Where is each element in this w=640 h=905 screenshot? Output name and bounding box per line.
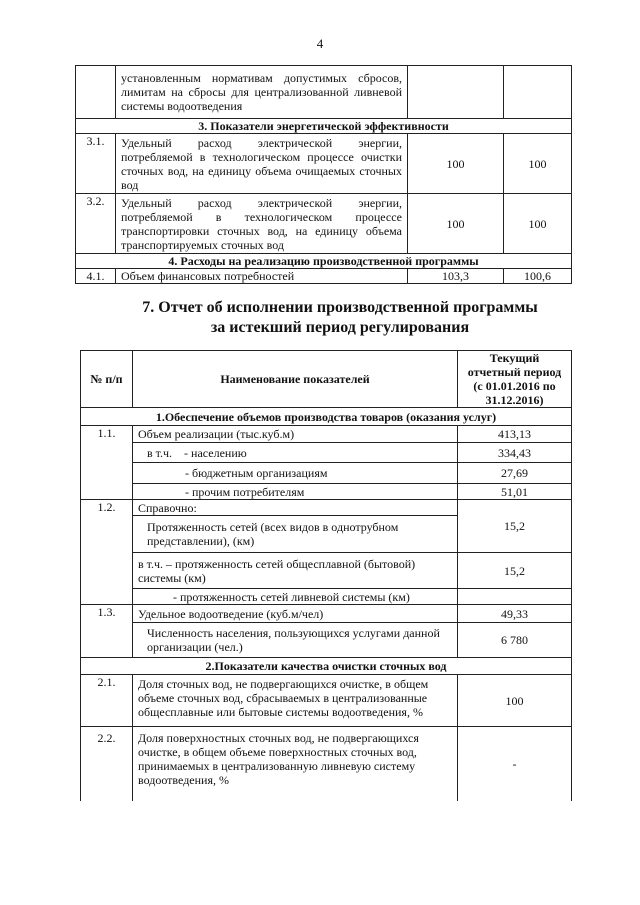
table-row: 4.1. Объем финансовых потребностей 103,3 100,6 — [76, 269, 572, 284]
page-number: 4 — [316, 36, 324, 51]
table-row: 1.1. Объем реализации (тыс.куб.м) 413,13 — [81, 426, 572, 443]
section-header: 4. Расходы на реализацию производственной программы — [76, 254, 572, 269]
header-num: № п/п — [81, 351, 133, 408]
program-report-table: № п/п Наименование показателей Текущий отчетный период (с 01.01.2016 по 31.12.2016) 1.Обеспечение объемов производства товаров (оказания услуг) 1.1. Объем реализации (тыс.куб.м) 413,13 в т.ч. - населению 334,43 - бюджетным организациям 27,69 - прочим потребителям 51,01 1.2. Справочно: 15,2 Протяженность сетей (всех видов в однотрубном представлении), (км) в т.ч. – протяженность сетей общесплавной (бытовой) системы (км) 15,2 - протяженность сетей ливневой системы (км) 1.3. Удельное водоотведение (куб.м/чел) 49,33 Численность населения, пользующихся услугами данной организации (чел.) 6 780 2.Показатели качества очистки сточных вод 2.1. Доля сточных вод, не подвергающихся очистке, в общем объеме сточных вод, сбрасываемых в централизованные общесплавные или бытовые системы водоотведения, % 100 2.2. Доля поверхностных сточных вод, не подвергающихся очистке, в общем объеме поверхностных сточных вод, принимаемых в централизованную ливневую систему водоотведения, % - — [80, 350, 572, 801]
header-name: Наименование показателей — [133, 351, 458, 408]
energy-efficiency-table — [75, 65, 572, 284]
table-row: 1.2. Справочно: 15,2 — [81, 500, 572, 516]
table-row: 3.1. Удельный расход электрической энергии, потребляемой в технологическом процессе очистки сточных вод, на единицу объема очищаемых сточных вод 100 100 — [76, 134, 572, 194]
header-row — [81, 351, 572, 408]
section-header: 2.Показатели качества очистки сточных вод — [81, 658, 572, 675]
table-row — [76, 66, 572, 119]
section-header: 1.Обеспечение объемов производства товаров (оказания услуг) — [81, 408, 572, 426]
row-name: установленным нормативам допустимых сбросов, лимитам на сбросы для централизованной ливневой системы водоотведения — [116, 66, 408, 119]
table-row: 1.3. Удельное водоотведение (куб.м/чел) 49,33 — [81, 605, 572, 623]
section-header: 3. Показатели энергетической эффективности — [76, 119, 572, 134]
table-row: 2.1. Доля сточных вод, не подвергающихся очистке, в общем объеме сточных вод, сбрасываемых в централизованные общесплавные или бытовые системы водоотведения, % 100 — [81, 675, 572, 727]
header-value: Текущий отчетный период (с 01.01.2016 по 31.12.2016) — [458, 351, 572, 408]
table-row: 3.2. Удельный расход электрической энергии, потребляемой в технологическом процессе транспортировки сточных вод, на единицу объема транспортируемых сточных вод 100 100 — [76, 194, 572, 254]
table-row: 2.2. Доля поверхностных сточных вод, не подвергающихся очистке, в общем объеме поверхностных сточных вод, принимаемых в централизованную ливневую систему водоотведения, % - — [81, 727, 572, 801]
section-title: 7. Отчет об исполнении производственной программы за истекший период регулирования — [142, 299, 538, 336]
